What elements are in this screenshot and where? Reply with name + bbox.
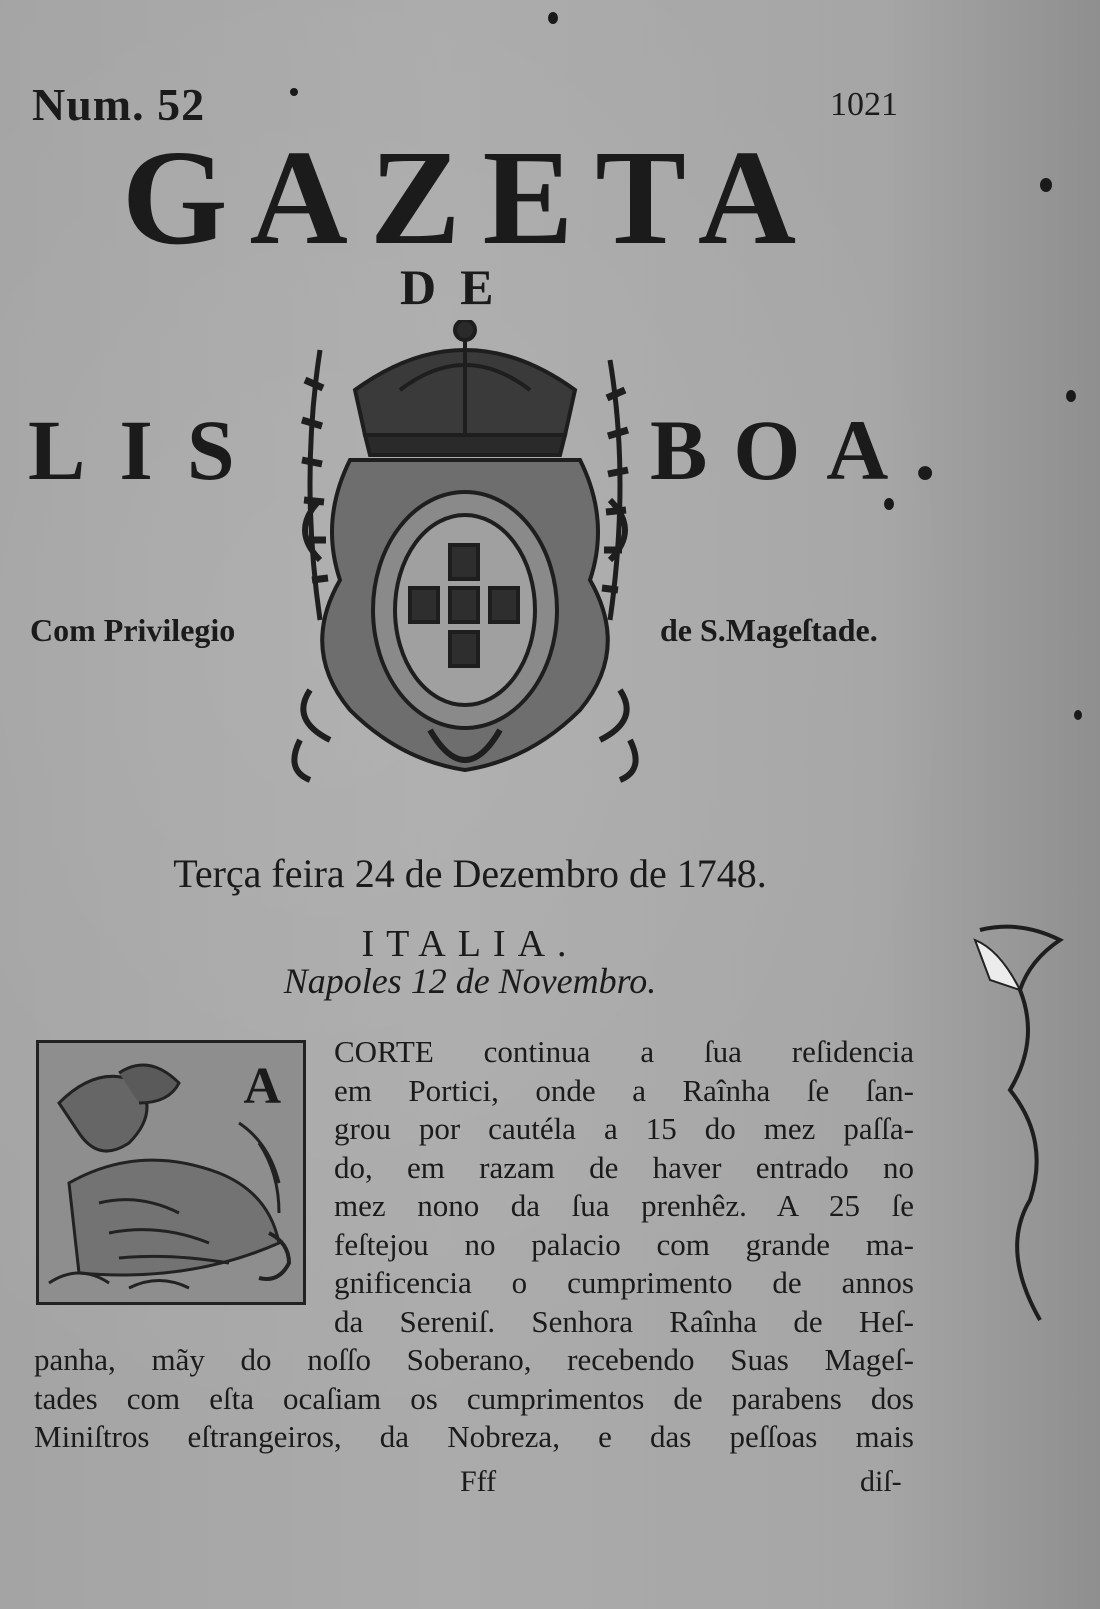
privilege-left: Com Privilegio [30,612,236,648]
article-line: CORTE continua a ſua reſidencia [334,1034,914,1069]
article-line: gnificencia o cumprimento de annos [334,1265,914,1300]
coat-of-arms-icon [280,320,650,790]
initial-letter: A [243,1058,281,1115]
article-line: da Sereniſ. Senhora Raînha de Heſ- [334,1303,914,1339]
article-line: feſtejou no palacio com grande ma- [334,1226,914,1262]
section-country: ITALIA. [361,923,579,965]
paper-tear-icon [960,920,1090,1340]
issue-number: Num. 52 [32,79,206,130]
issue-date: Terça feira 24 de Dezembro de 1748. [173,851,767,896]
article-body [34,1033,914,1457]
article-line: do, em razam de haver entrado no [334,1149,914,1185]
article-line: panha, mãy do noſſo Soberano, recebendo Suas Mageſ- [34,1342,914,1377]
masthead-boa: BOA. [650,402,962,498]
masthead-de: DE [400,259,518,315]
article-line: tades com eſta ocaſiam os cumprimentos de parabens dos [34,1380,914,1416]
article-line: grou por cautéla a 15 do mez paſſa- [334,1111,914,1146]
page-number: 1021 [830,86,898,123]
masthead-lis: LIS [28,402,269,498]
section-dateline: Napoles 12 de Novembro. [283,961,657,1001]
catchword: diſ- [860,1465,902,1498]
signature-mark: Fff [460,1465,497,1498]
article-line: Miniſtros eſtrangeiros, da Nobreza, e das peſſoas mais [34,1419,914,1454]
article-line: em Portici, onde a Raînha ſe ſan- [334,1072,914,1108]
article-line: mez nono da ſua prenhêz. A 25 ſe [334,1188,914,1223]
privilege-right: de S.Mageſtade. [660,612,878,648]
masthead-title: GAZETA [121,123,819,273]
